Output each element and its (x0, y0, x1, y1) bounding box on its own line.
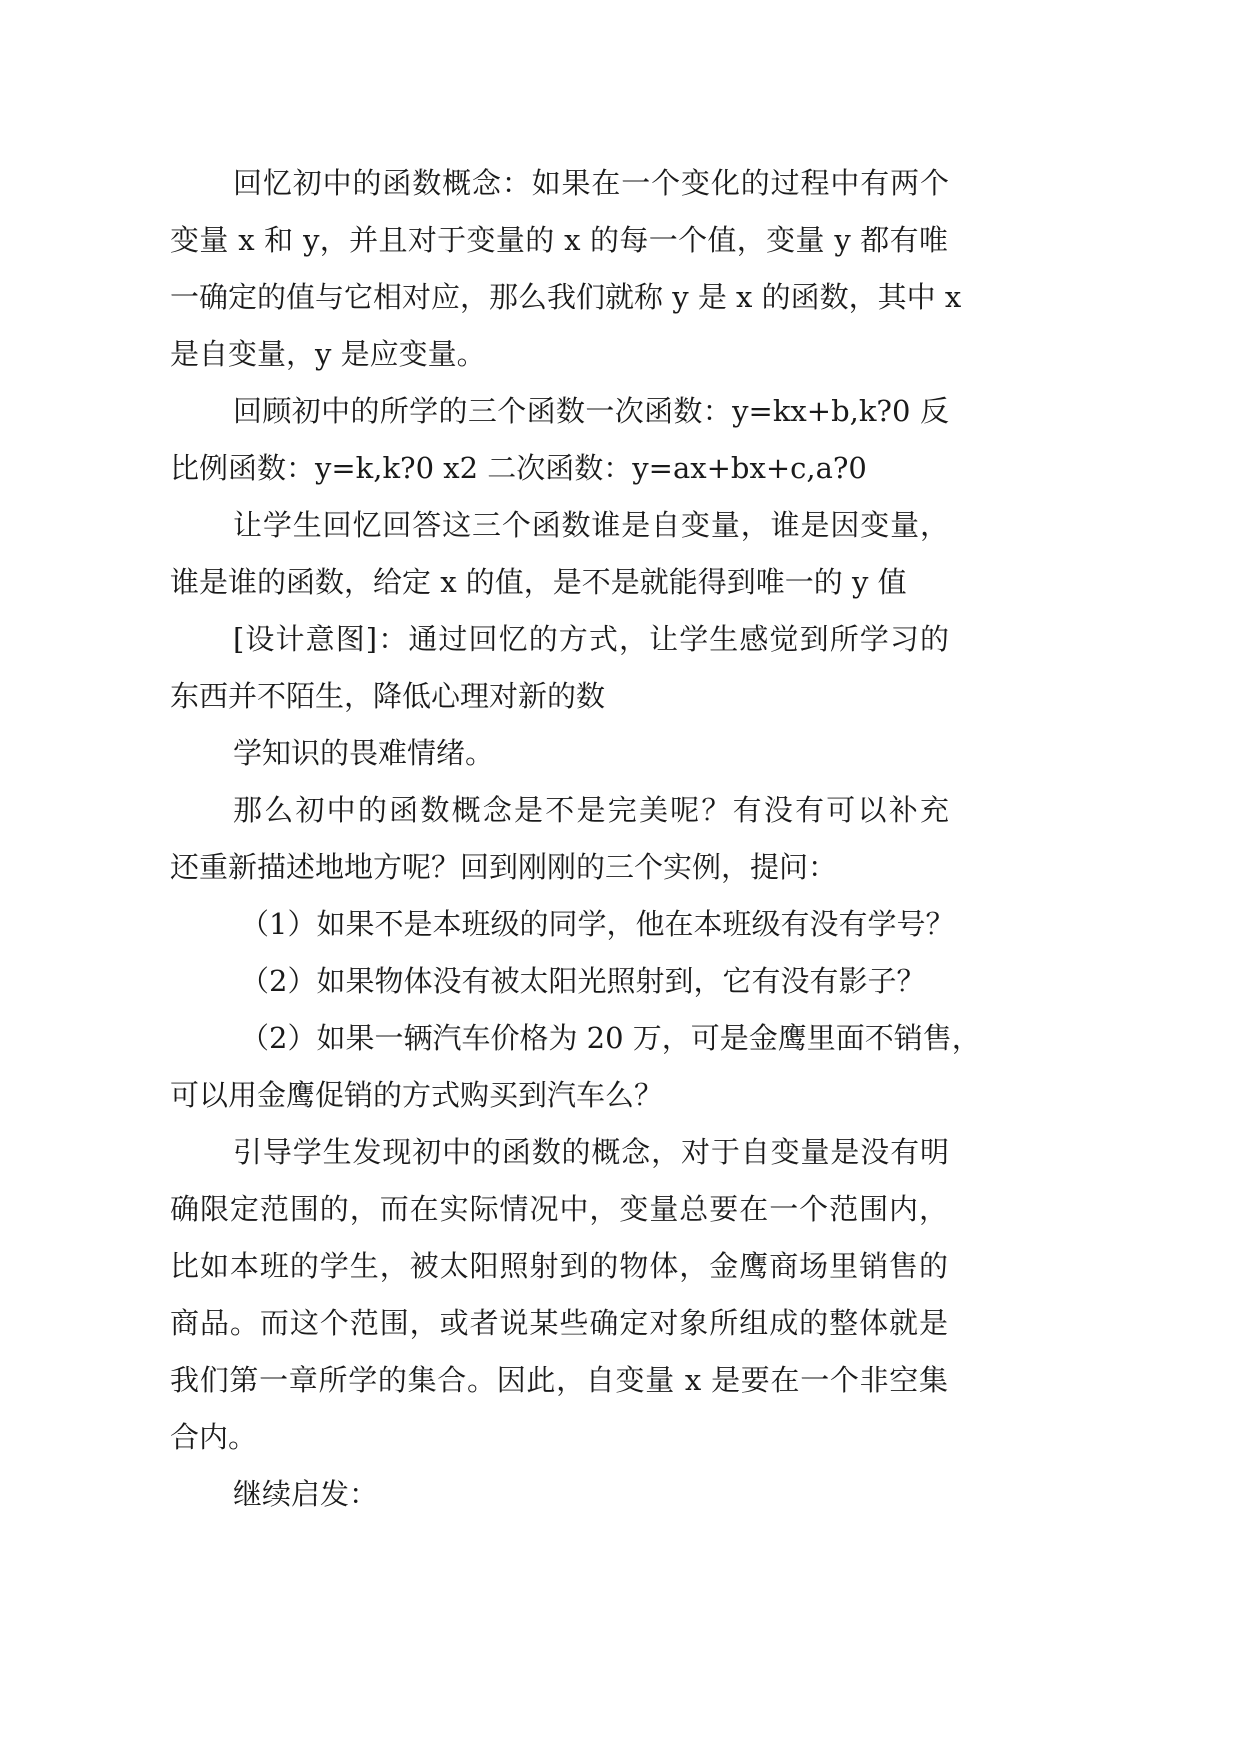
text-line: 还重新描述地地方呢？回到刚刚的三个实例，提问： (170, 850, 838, 884)
text-line: 继续启发： (233, 1477, 379, 1511)
text-line: 变量 x 和 y，并且对于变量的 x 的每一个值，变量 y 都有唯 (170, 223, 948, 257)
text-line: 一确定的值与它相对应，那么我们就称 y 是 x 的函数，其中 x (170, 280, 962, 314)
text-line: 是自变量，y 是应变量。 (170, 337, 486, 371)
text-line: 比例函数：y=k,k?0 x2 二次函数：y=ax+bx+c,a?0 (170, 451, 867, 485)
text-line: 合内。 (170, 1420, 258, 1454)
text-line: 东西并不陌生，降低心理对新的数 (170, 679, 606, 713)
text-line: 谁是谁的函数，给定 x 的值，是不是就能得到唯一的 y 值 (170, 565, 907, 599)
text-line: 那么初中的函数概念是不是完美呢？有没有可以补充 (233, 793, 949, 827)
text-line: 让学生回忆回答这三个函数谁是自变量，谁是因变量， (233, 508, 949, 542)
text-line: 确限定范围的，而在实际情况中，变量总要在一个范围内， (170, 1192, 948, 1226)
text-line: [设计意图]：通过回忆的方式，让学生感觉到所学习的 (233, 622, 949, 656)
text-line: （2）如果一辆汽车价格为 20 万，可是金鹰里面不销售， (240, 1021, 981, 1055)
text-line: （1）如果不是本班级的同学，他在本班级有没有学号？ (240, 907, 955, 941)
text-line: 可以用金鹰促销的方式购买到汽车么？ (170, 1078, 664, 1112)
text-line: 我们第一章所学的集合。因此，自变量 x 是要在一个非空集 (170, 1363, 948, 1397)
text-line: 比如本班的学生，被太阳照射到的物体，金鹰商场里销售的 (170, 1249, 948, 1283)
text-line: 商品。而这个范围，或者说某些确定对象所组成的整体就是 (170, 1306, 948, 1340)
text-line: 回顾初中的所学的三个函数一次函数：y=kx+b,k?0 反 (233, 394, 949, 428)
text-line: 引导学生发现初中的函数的概念，对于自变量是没有明 (233, 1135, 949, 1169)
text-line: 回忆初中的函数概念：如果在一个变化的过程中有两个 (233, 166, 949, 200)
text-line: 学知识的畏难情绪。 (233, 736, 495, 770)
text-line: （2）如果物体没有被太阳光照射到，它有没有影子？ (240, 964, 926, 998)
